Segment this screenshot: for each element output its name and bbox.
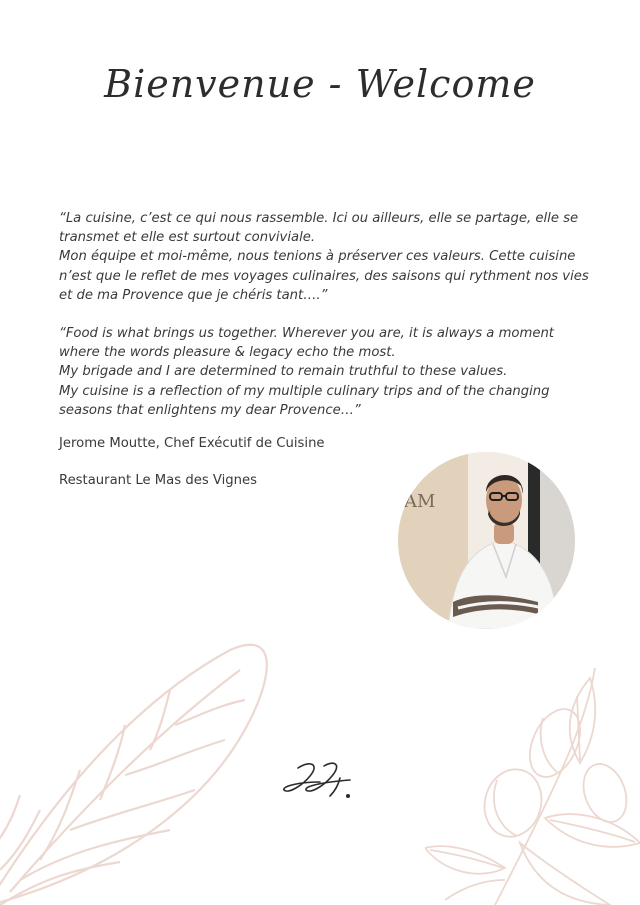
page-title: Bienvenue - Welcome [104,62,536,106]
quote-paragraph: My cuisine is a reflection of my multiple culinary trips and of the changing seasons that enlightens my dear Provence…” [59,383,550,418]
quote-paragraph: My brigade and I are determined to remain truthful to these values. [59,364,508,380]
welcome-text-block [59,209,589,490]
quote-french [59,209,589,305]
quote-english [59,324,589,420]
chef-signature: Jerome Moutte, Chef Exécutif de Cuisine [59,436,325,452]
quote-paragraph: “La cuisine, c’est ce qui nous rassemble. Ici ou ailleurs, elle se partage, elle se transmet et elle est surtout conviviale. [59,211,579,246]
chef-portrait [398,452,575,629]
quote-paragraph: “Food is what brings us together. Wherever you are, it is always a moment where the words pleasure & legacy echo the most. [59,326,554,361]
quote-paragraph: Mon équipe et moi-même, nous tenions à préserver ces valeurs. Cette cuisine n’est que le reflet de mes voyages culinaires, des saisons qui rythment nos vies et de ma Provence que je chéris tant….” [59,249,589,303]
monogram-signature-icon [280,758,362,804]
leaf-decoration-icon [0,630,280,905]
restaurant-name: Restaurant Le Mas des Vignes [59,473,257,489]
olive-branch-decoration-icon [425,668,640,905]
building-sign-text: AM [404,491,436,512]
